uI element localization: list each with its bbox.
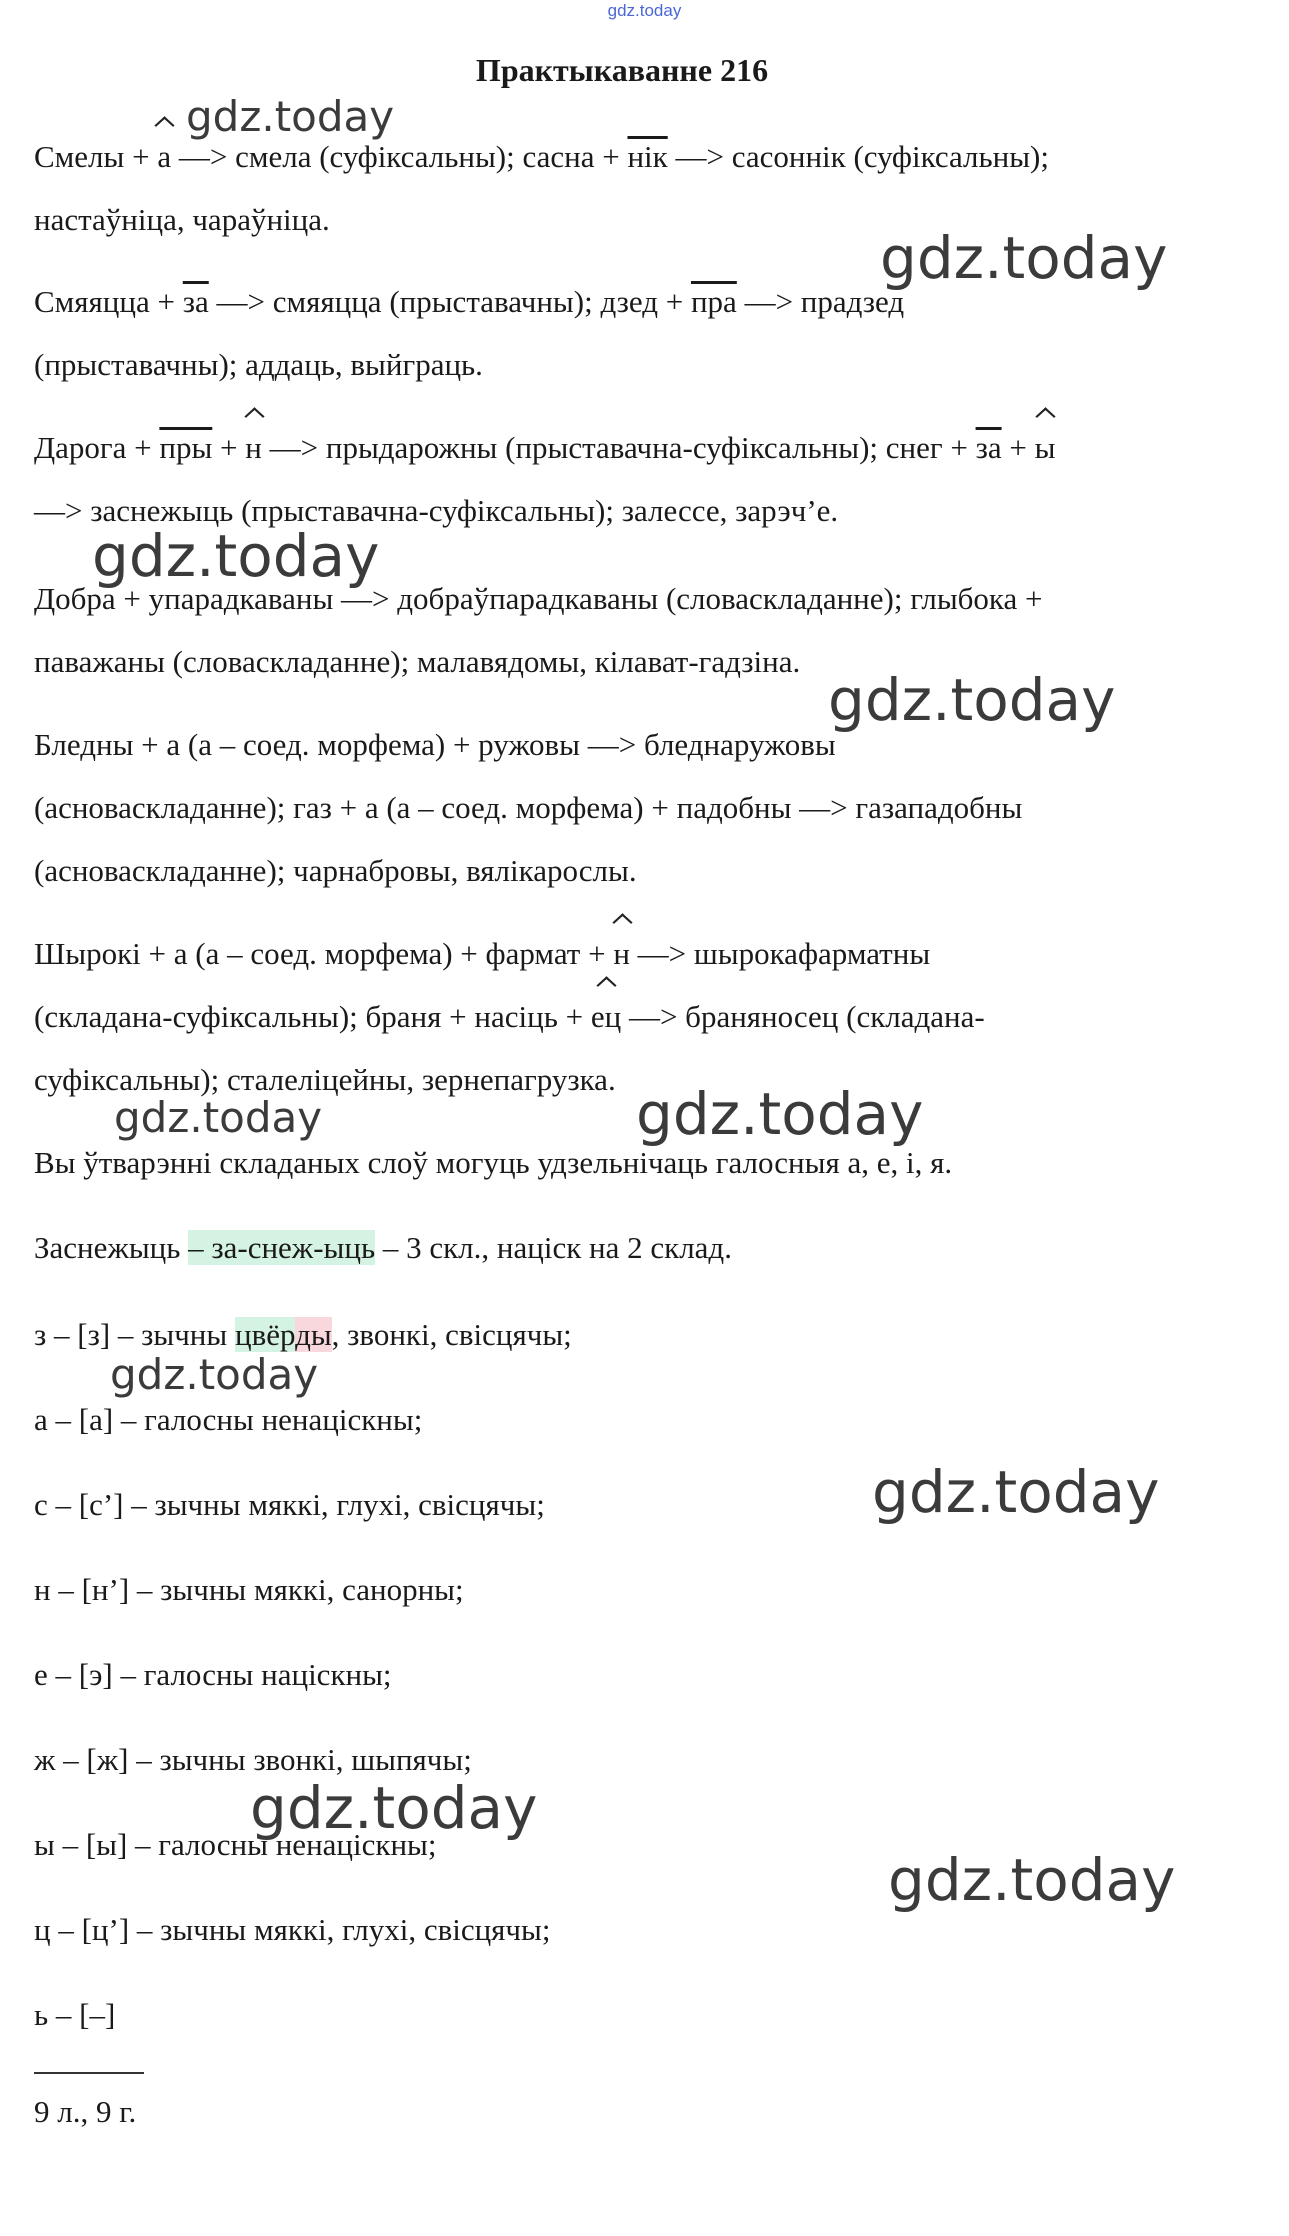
text-run: —> смела (суфіксальны); сасна + bbox=[171, 139, 628, 174]
paragraph-line: паважаны (словаскладанне); малавядомы, кілават-гадзіна. bbox=[34, 644, 801, 679]
text-run: Дарога + bbox=[34, 430, 160, 465]
text-run: , звонкі, свісцячы; bbox=[331, 1317, 572, 1352]
text-run: – 3 скл., націск на 2 склад. bbox=[375, 1230, 732, 1265]
paragraph-line: суфіксальны); сталеліцейны, зернепагрузка. bbox=[34, 1062, 616, 1097]
text-run: Смяяцца + bbox=[34, 284, 183, 319]
prefix-mark: за bbox=[975, 430, 1002, 465]
watermark: gdz.today bbox=[186, 92, 395, 141]
text-run: Заснежыць bbox=[34, 1230, 189, 1265]
summary-line: 9 л., 9 г. bbox=[34, 2094, 137, 2129]
text-run: —> сасоннік (суфіксальны); bbox=[667, 139, 1049, 174]
paragraph-line: —> заснежыць (прыставачна-суфіксальны); залессе, зарэч’е. bbox=[34, 493, 839, 528]
text-run: —> шырокафарматны bbox=[629, 936, 931, 971]
letter-line: н – [н’] – зычны мяккі, санорны; bbox=[34, 1572, 464, 1607]
prefix-mark: пры bbox=[159, 430, 213, 465]
text-run: —> прыдарожны (прыставачна-суфіксальны); снег + bbox=[261, 430, 976, 465]
watermark: gdz.today bbox=[872, 1458, 1160, 1526]
watermark: gdz.today bbox=[110, 1350, 319, 1399]
text-run: Шырокі + а (а – соед. морфема) + фармат + bbox=[34, 936, 614, 971]
watermark: gdz.today bbox=[880, 224, 1168, 292]
paragraph-line: Добра + упарадкаваны —> добраўпарадкаваны (словаскладанне); глыбока + bbox=[34, 581, 1043, 616]
prefix-mark: нік bbox=[627, 139, 668, 174]
text-run: + bbox=[212, 430, 246, 465]
paragraph-line bbox=[34, 270, 1224, 333]
site-logo-text: gdz.today bbox=[607, 1, 682, 20]
text-run: з – [з] – зычны bbox=[34, 1317, 235, 1352]
watermark: gdz.today bbox=[636, 1080, 924, 1148]
watermark: gdz.today bbox=[888, 1846, 1176, 1914]
watermark: gdz.today bbox=[92, 522, 380, 590]
letter-line: ж – [ж] – зычны звонкі, шыпячы; bbox=[34, 1742, 472, 1777]
watermark: gdz.today bbox=[114, 1093, 323, 1142]
paragraph-line bbox=[34, 1216, 1224, 1279]
paragraph-line: Вы ўтварэнні складаных слоў могуць удзельнічаць галосныя а, е, і, я. bbox=[34, 1145, 953, 1180]
letter-line: е – [э] – галосны націскны; bbox=[34, 1657, 392, 1692]
letter-line: ц – [ц’] – зычны мяккі, глухі, свісцячы; bbox=[34, 1912, 551, 1947]
text-run: Смелы + bbox=[34, 139, 158, 174]
paragraph-line bbox=[34, 922, 1224, 985]
paragraph-line bbox=[34, 416, 1224, 479]
suffix-mark: ец bbox=[591, 985, 621, 1048]
suffix-mark: а bbox=[157, 125, 171, 188]
text-run: (складана-суфіксальны); браня + насіць + bbox=[34, 999, 591, 1034]
letter-line: ь – [–] bbox=[34, 1997, 116, 2032]
paragraph-line: настаўніца, чараўніца. bbox=[34, 202, 330, 237]
text-run: —> смяяцца (прыставачны); дзед + bbox=[208, 284, 691, 319]
text-run: —> браняносец (складана- bbox=[621, 999, 985, 1034]
highlight-red: ды bbox=[295, 1317, 332, 1352]
text-run: + bbox=[1001, 430, 1035, 465]
suffix-mark: н bbox=[613, 922, 630, 985]
suffix-mark: н bbox=[245, 416, 262, 479]
prefix-mark: пра bbox=[690, 284, 737, 319]
text-run: —> прадзед bbox=[736, 284, 905, 319]
letter-line: а – [а] – галосны ненаціскны; bbox=[34, 1402, 423, 1437]
letter-line bbox=[34, 1303, 1224, 1366]
letter-line: с – [с’] – зычны мяккі, глухі, свісцячы; bbox=[34, 1487, 545, 1522]
syllable-highlight: – за-снеж-ыць bbox=[188, 1230, 376, 1265]
paragraph-line: (асноваскладанне); газ + а (а – соед. морфема) + падобны —> газападобны bbox=[34, 790, 1023, 825]
paragraph-line bbox=[34, 985, 1224, 1048]
suffix-mark: ы bbox=[1035, 416, 1056, 479]
paragraph-line: Бледны + а (а – соед. морфема) + ружовы —> бледнаружовы bbox=[34, 727, 836, 762]
divider bbox=[34, 2072, 144, 2074]
page-title: Практыкаванне 216 bbox=[475, 52, 769, 88]
paragraph-line: (прыставачны); аддаць, выйграць. bbox=[34, 347, 483, 382]
paragraph-line bbox=[34, 125, 1224, 188]
watermark: gdz.today bbox=[828, 666, 1116, 734]
paragraph-line: (асноваскладанне); чарнабровы, вялікарослы. bbox=[34, 853, 637, 888]
letter-line: ы – [ы] – галосны ненаціскны; bbox=[34, 1827, 437, 1862]
watermark: gdz.today bbox=[250, 1774, 538, 1842]
highlight-green: цвёр bbox=[234, 1317, 296, 1352]
prefix-mark: за bbox=[182, 284, 209, 319]
